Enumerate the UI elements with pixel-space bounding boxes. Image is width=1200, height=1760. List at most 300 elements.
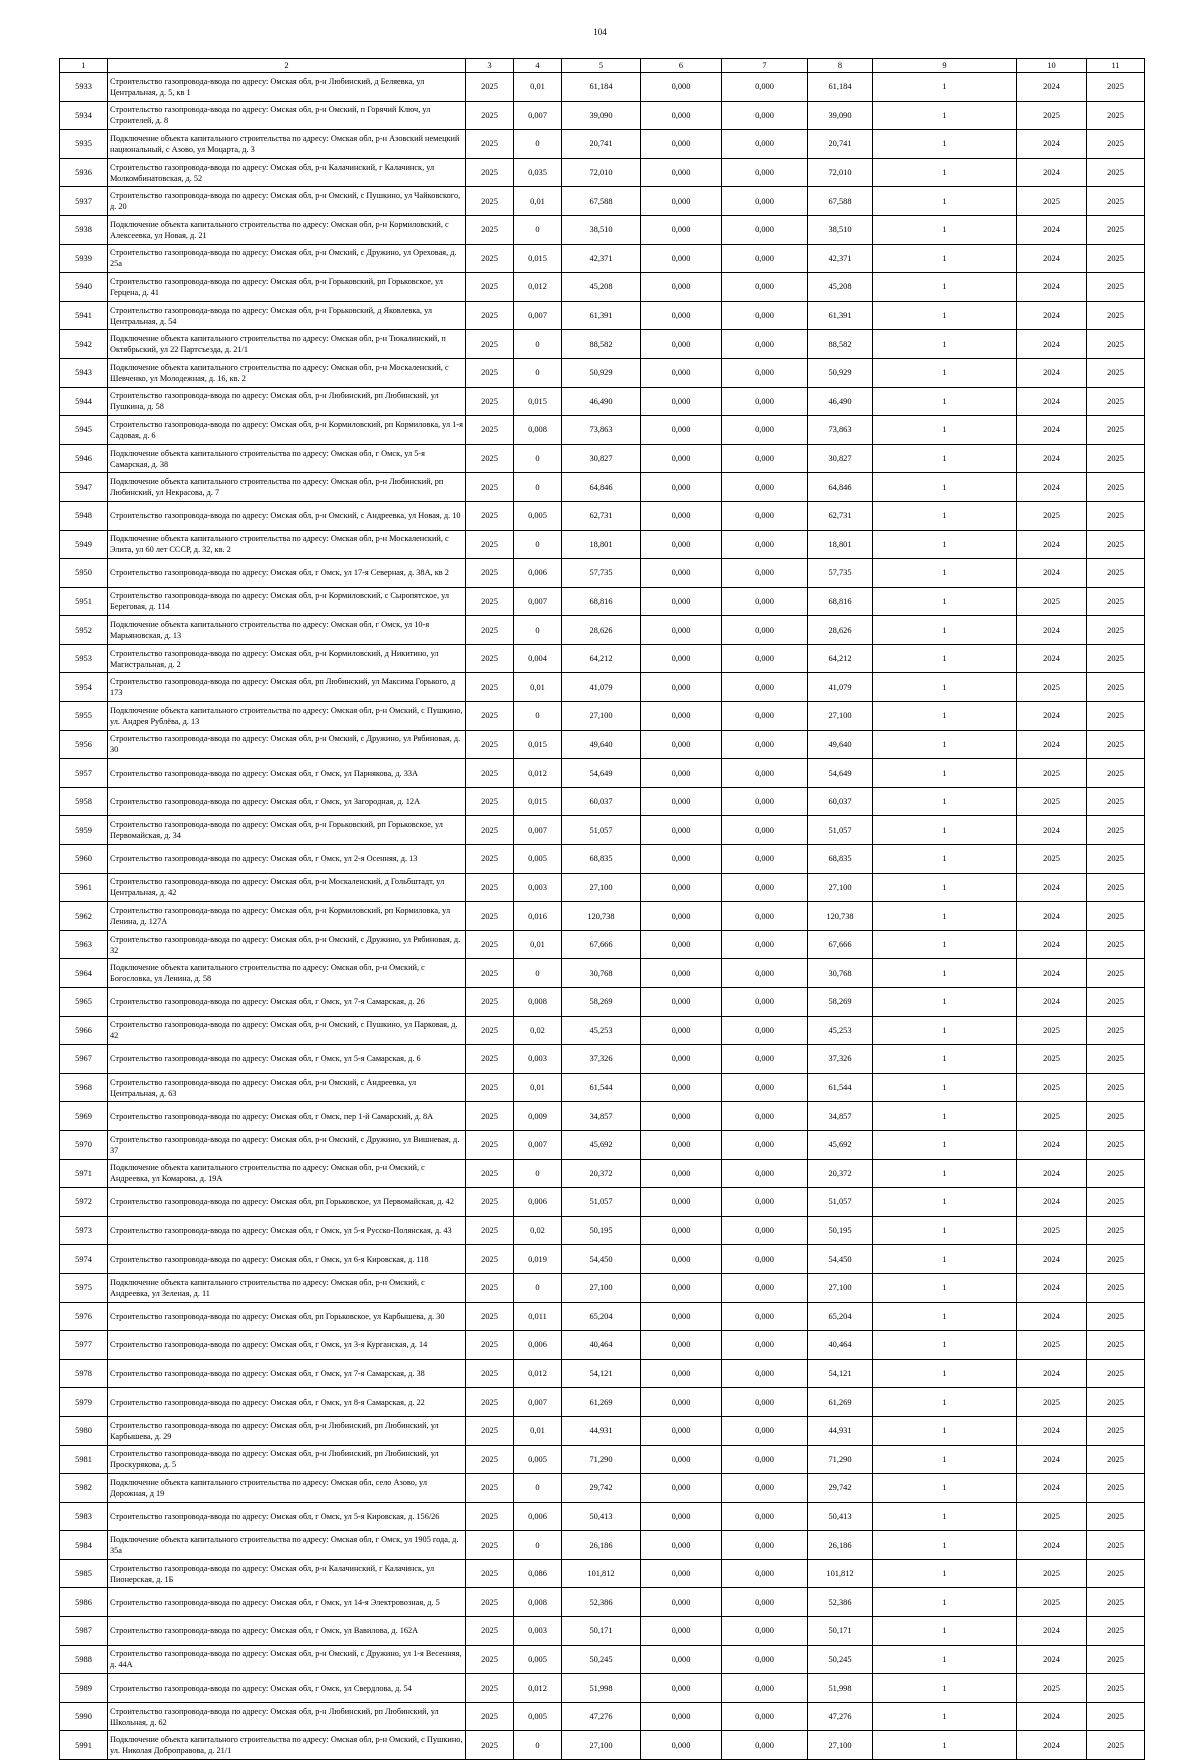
end-year-cell: 2025 <box>1087 1359 1145 1388</box>
row-number-cell: 5939 <box>60 244 108 273</box>
length-cell: 0,005 <box>514 1702 562 1731</box>
end-year-cell: 2025 <box>1087 873 1145 902</box>
year-cell: 2025 <box>466 673 514 702</box>
description-cell: Строительство газопровода-ввода по адресу: Омская обл, р-н Омский, с Дружино, ул Вишневая, д. 37 <box>108 1130 466 1159</box>
start-year-cell: 2025 <box>1017 1016 1087 1045</box>
length-cell: 0 <box>514 215 562 244</box>
end-year-cell: 2025 <box>1087 1188 1145 1217</box>
column-header: 5 <box>562 59 641 73</box>
end-year-cell: 2025 <box>1087 1502 1145 1531</box>
cost-cell: 0,000 <box>641 559 722 588</box>
description-cell: Строительство газопровода-ввода по адресу: Омская обл, р-н Омский, п Горячий Ключ, ул Строителей, д. 8 <box>108 101 466 130</box>
start-year-cell: 2025 <box>1017 187 1087 216</box>
row-number-cell: 5966 <box>60 1016 108 1045</box>
cost-cell: 18,801 <box>562 530 641 559</box>
count-cell: 1 <box>873 158 1017 187</box>
total-cost-cell: 38,510 <box>808 215 873 244</box>
table-row <box>60 1474 1145 1503</box>
start-year-cell: 2025 <box>1017 787 1087 816</box>
total-cost-cell: 58,269 <box>808 988 873 1017</box>
total-cost-cell: 72,010 <box>808 158 873 187</box>
row-number-cell: 5954 <box>60 673 108 702</box>
description-cell: Подключение объекта капитального строительства по адресу: Омская обл, р-н Омский, с Богословка, ул Ленина, д. 58 <box>108 959 466 988</box>
end-year-cell: 2025 <box>1087 1559 1145 1588</box>
year-cell: 2025 <box>466 730 514 759</box>
year-cell: 2025 <box>466 759 514 788</box>
description-cell: Строительство газопровода-ввода по адресу: Омская обл, г Омск, ул 8-я Самарская, д. 22 <box>108 1388 466 1417</box>
table-row <box>60 1216 1145 1245</box>
year-cell: 2025 <box>466 988 514 1017</box>
cost-cell: 0,000 <box>641 1130 722 1159</box>
total-cost-cell: 67,588 <box>808 187 873 216</box>
total-cost-cell: 120,738 <box>808 902 873 931</box>
start-year-cell: 2025 <box>1017 845 1087 874</box>
cost-cell: 27,100 <box>562 702 641 731</box>
year-cell: 2025 <box>466 501 514 530</box>
description-cell: Строительство газопровода-ввода по адресу: Омская обл, р-н Любинский, д Беляевка, ул Центральная, д. 5, кв 1 <box>108 73 466 102</box>
start-year-cell: 2024 <box>1017 930 1087 959</box>
cost-cell: 0,000 <box>722 787 808 816</box>
cost-cell: 0,000 <box>722 273 808 302</box>
row-number-cell: 5974 <box>60 1245 108 1274</box>
row-number-cell: 5950 <box>60 559 108 588</box>
cost-cell: 0,000 <box>722 845 808 874</box>
cost-cell: 0,000 <box>722 1416 808 1445</box>
table-row <box>60 244 1145 273</box>
cost-cell: 0,000 <box>641 1388 722 1417</box>
table-row <box>60 959 1145 988</box>
end-year-cell: 2025 <box>1087 501 1145 530</box>
cost-cell: 0,000 <box>641 1416 722 1445</box>
cost-cell: 0,000 <box>722 644 808 673</box>
year-cell: 2025 <box>466 644 514 673</box>
count-cell: 1 <box>873 1130 1017 1159</box>
cost-cell: 0,000 <box>641 616 722 645</box>
year-cell: 2025 <box>466 387 514 416</box>
cost-cell: 30,827 <box>562 444 641 473</box>
start-year-cell: 2024 <box>1017 330 1087 359</box>
row-number-cell: 5977 <box>60 1331 108 1360</box>
cost-cell: 61,269 <box>562 1388 641 1417</box>
column-header: 2 <box>108 59 466 73</box>
row-number-cell: 5936 <box>60 158 108 187</box>
total-cost-cell: 64,846 <box>808 473 873 502</box>
row-number-cell: 5933 <box>60 73 108 102</box>
total-cost-cell: 64,212 <box>808 644 873 673</box>
total-cost-cell: 50,195 <box>808 1216 873 1245</box>
count-cell: 1 <box>873 873 1017 902</box>
cost-cell: 0,000 <box>641 501 722 530</box>
table-row <box>60 444 1145 473</box>
cost-cell: 50,245 <box>562 1645 641 1674</box>
description-cell: Подключение объекта капитального строительства по адресу: Омская обл, р-н Омский, с Андреевка, ул Комарова, д. 19А <box>108 1159 466 1188</box>
count-cell: 1 <box>873 1045 1017 1074</box>
end-year-cell: 2025 <box>1087 1045 1145 1074</box>
cost-cell: 42,371 <box>562 244 641 273</box>
cost-cell: 58,269 <box>562 988 641 1017</box>
cost-cell: 0,000 <box>641 816 722 845</box>
count-cell: 1 <box>873 1216 1017 1245</box>
length-cell: 0 <box>514 1731 562 1760</box>
cost-cell: 27,100 <box>562 1273 641 1302</box>
description-cell: Подключение объекта капитального строительства по адресу: Омская обл, р-н Москаленский, с Шевченко, ул Молодежная, д. 16, кв. 2 <box>108 358 466 387</box>
cost-cell: 0,000 <box>641 387 722 416</box>
row-number-cell: 5951 <box>60 587 108 616</box>
end-year-cell: 2025 <box>1087 787 1145 816</box>
total-cost-cell: 45,692 <box>808 1130 873 1159</box>
count-cell: 1 <box>873 1159 1017 1188</box>
length-cell: 0,005 <box>514 845 562 874</box>
end-year-cell: 2025 <box>1087 1416 1145 1445</box>
end-year-cell: 2025 <box>1087 1588 1145 1617</box>
length-cell: 0,003 <box>514 1617 562 1646</box>
start-year-cell: 2024 <box>1017 559 1087 588</box>
length-cell: 0 <box>514 530 562 559</box>
row-number-cell: 5942 <box>60 330 108 359</box>
row-number-cell: 5957 <box>60 759 108 788</box>
count-cell: 1 <box>873 1245 1017 1274</box>
cost-cell: 50,413 <box>562 1502 641 1531</box>
table-row <box>60 902 1145 931</box>
description-cell: Строительство газопровода-ввода по адресу: Омская обл, г Омск, ул 5-я Кировская, д. 156/26 <box>108 1502 466 1531</box>
total-cost-cell: 71,290 <box>808 1445 873 1474</box>
total-cost-cell: 61,391 <box>808 301 873 330</box>
cost-cell: 27,100 <box>562 1731 641 1760</box>
cost-cell: 0,000 <box>722 473 808 502</box>
count-cell: 1 <box>873 444 1017 473</box>
total-cost-cell: 20,372 <box>808 1159 873 1188</box>
row-number-cell: 5982 <box>60 1474 108 1503</box>
count-cell: 1 <box>873 301 1017 330</box>
table-row <box>60 1674 1145 1703</box>
row-number-cell: 5963 <box>60 930 108 959</box>
description-cell: Строительство газопровода-ввода по адресу: Омская обл, г Омск, ул 6-я Кировская, д. 118 <box>108 1245 466 1274</box>
cost-cell: 0,000 <box>722 244 808 273</box>
start-year-cell: 2024 <box>1017 130 1087 159</box>
end-year-cell: 2025 <box>1087 930 1145 959</box>
description-cell: Строительство газопровода-ввода по адресу: Омская обл, г Омск, пер 1-й Самарский, д. 8А <box>108 1102 466 1131</box>
cost-cell: 0,000 <box>722 501 808 530</box>
total-cost-cell: 68,835 <box>808 845 873 874</box>
description-cell: Строительство газопровода-ввода по адресу: Омская обл, р-н Кормиловский, с Сыропятское, ул Береговая, д. 114 <box>108 587 466 616</box>
start-year-cell: 2025 <box>1017 1559 1087 1588</box>
row-number-cell: 5973 <box>60 1216 108 1245</box>
cost-cell: 0,000 <box>722 358 808 387</box>
page-number: 104 <box>593 27 607 37</box>
description-cell: Строительство газопровода-ввода по адресу: Омская обл, рп Горьковское, ул Карбышева, д. 30 <box>108 1302 466 1331</box>
total-cost-cell: 50,413 <box>808 1502 873 1531</box>
total-cost-cell: 27,100 <box>808 1731 873 1760</box>
year-cell: 2025 <box>466 1302 514 1331</box>
cost-cell: 50,171 <box>562 1617 641 1646</box>
column-header: 7 <box>722 59 808 73</box>
row-number-cell: 5949 <box>60 530 108 559</box>
year-cell: 2025 <box>466 559 514 588</box>
row-number-cell: 5952 <box>60 616 108 645</box>
description-cell: Подключение объекта капитального строительства по адресу: Омская обл, г Омск, ул 5-я Самарская, д. 38 <box>108 444 466 473</box>
end-year-cell: 2025 <box>1087 616 1145 645</box>
length-cell: 0,019 <box>514 1245 562 1274</box>
cost-cell: 0,000 <box>641 873 722 902</box>
length-cell: 0 <box>514 1474 562 1503</box>
cost-cell: 0,000 <box>722 1645 808 1674</box>
total-cost-cell: 46,490 <box>808 387 873 416</box>
total-cost-cell: 67,666 <box>808 930 873 959</box>
description-cell: Строительство газопровода-ввода по адресу: Омская обл, г Омск, ул Вавилова, д. 162А <box>108 1617 466 1646</box>
cost-cell: 65,204 <box>562 1302 641 1331</box>
year-cell: 2025 <box>466 1617 514 1646</box>
description-cell: Подключение объекта капитального строительства по адресу: Омская обл, г Омск, ул 10-я Марьяновская, д. 13 <box>108 616 466 645</box>
cost-cell: 0,000 <box>641 473 722 502</box>
row-number-cell: 5960 <box>60 845 108 874</box>
cost-cell: 46,490 <box>562 387 641 416</box>
end-year-cell: 2025 <box>1087 330 1145 359</box>
start-year-cell: 2024 <box>1017 1273 1087 1302</box>
length-cell: 0,01 <box>514 930 562 959</box>
start-year-cell: 2025 <box>1017 1388 1087 1417</box>
row-number-cell: 5947 <box>60 473 108 502</box>
cost-cell: 44,931 <box>562 1416 641 1445</box>
cost-cell: 0,000 <box>641 730 722 759</box>
count-cell: 1 <box>873 244 1017 273</box>
total-cost-cell: 51,057 <box>808 816 873 845</box>
year-cell: 2025 <box>466 158 514 187</box>
start-year-cell: 2024 <box>1017 73 1087 102</box>
total-cost-cell: 41,079 <box>808 673 873 702</box>
table-row <box>60 501 1145 530</box>
cost-cell: 0,000 <box>722 1531 808 1560</box>
cost-cell: 68,816 <box>562 587 641 616</box>
cost-cell: 0,000 <box>722 759 808 788</box>
cost-cell: 0,000 <box>722 1731 808 1760</box>
cost-cell: 0,000 <box>641 1159 722 1188</box>
cost-cell: 0,000 <box>722 1216 808 1245</box>
row-number-cell: 5953 <box>60 644 108 673</box>
total-cost-cell: 54,649 <box>808 759 873 788</box>
start-year-cell: 2025 <box>1017 501 1087 530</box>
length-cell: 0,006 <box>514 1331 562 1360</box>
total-cost-cell: 45,208 <box>808 273 873 302</box>
column-header: 6 <box>641 59 722 73</box>
cost-cell: 0,000 <box>641 1273 722 1302</box>
total-cost-cell: 50,245 <box>808 1645 873 1674</box>
table-row <box>60 1531 1145 1560</box>
start-year-cell: 2024 <box>1017 244 1087 273</box>
start-year-cell: 2025 <box>1017 1331 1087 1360</box>
row-number-cell: 5944 <box>60 387 108 416</box>
count-cell: 1 <box>873 1674 1017 1703</box>
total-cost-cell: 60,037 <box>808 787 873 816</box>
description-cell: Строительство газопровода-ввода по адресу: Омская обл, р-н Горьковский, рп Горьковское, ул Первомайская, д. 34 <box>108 816 466 845</box>
table-row <box>60 1359 1145 1388</box>
end-year-cell: 2025 <box>1087 444 1145 473</box>
cost-cell: 0,000 <box>722 1388 808 1417</box>
count-cell: 1 <box>873 1531 1017 1560</box>
description-cell: Строительство газопровода-ввода по адресу: Омская обл, г Омск, ул 5-я Самарская, д. 6 <box>108 1045 466 1074</box>
start-year-cell: 2024 <box>1017 1731 1087 1760</box>
year-cell: 2025 <box>466 787 514 816</box>
description-cell: Строительство газопровода-ввода по адресу: Омская обл, р-н Кормиловский, рп Кормиловка, ул Ленина, д. 127А <box>108 902 466 931</box>
length-cell: 0,015 <box>514 387 562 416</box>
length-cell: 0,005 <box>514 501 562 530</box>
row-number-cell: 5986 <box>60 1588 108 1617</box>
cost-cell: 50,195 <box>562 1216 641 1245</box>
cost-cell: 0,000 <box>722 1188 808 1217</box>
count-cell: 1 <box>873 1273 1017 1302</box>
start-year-cell: 2024 <box>1017 988 1087 1017</box>
description-cell: Строительство газопровода-ввода по адресу: Омская обл, р-н Любинский, рп Любинский, ул Карбышева, д. 29 <box>108 1416 466 1445</box>
year-cell: 2025 <box>466 1188 514 1217</box>
count-cell: 1 <box>873 273 1017 302</box>
length-cell: 0,02 <box>514 1216 562 1245</box>
length-cell: 0,005 <box>514 1645 562 1674</box>
description-cell: Подключение объекта капитального строительства по адресу: Омская обл, р-н Азовский немецкий национальный, с Азово, ул Моцарта, д. 3 <box>108 130 466 159</box>
end-year-cell: 2025 <box>1087 1674 1145 1703</box>
length-cell: 0,012 <box>514 273 562 302</box>
cost-cell: 0,000 <box>722 444 808 473</box>
total-cost-cell: 26,186 <box>808 1531 873 1560</box>
count-cell: 1 <box>873 673 1017 702</box>
cost-cell: 0,000 <box>722 158 808 187</box>
end-year-cell: 2025 <box>1087 158 1145 187</box>
year-cell: 2025 <box>466 358 514 387</box>
count-cell: 1 <box>873 1331 1017 1360</box>
total-cost-cell: 57,735 <box>808 559 873 588</box>
row-number-cell: 5946 <box>60 444 108 473</box>
cost-cell: 0,000 <box>722 959 808 988</box>
length-cell: 0,007 <box>514 1388 562 1417</box>
cost-cell: 0,000 <box>722 387 808 416</box>
end-year-cell: 2025 <box>1087 1617 1145 1646</box>
description-cell: Строительство газопровода-ввода по адресу: Омская обл, г Омск, ул Парнякова, д. 33А <box>108 759 466 788</box>
table-row <box>60 1016 1145 1045</box>
cost-cell: 0,000 <box>722 1474 808 1503</box>
end-year-cell: 2025 <box>1087 702 1145 731</box>
row-number-cell: 5984 <box>60 1531 108 1560</box>
cost-cell: 0,000 <box>641 130 722 159</box>
row-number-cell: 5964 <box>60 959 108 988</box>
total-cost-cell: 18,801 <box>808 530 873 559</box>
row-number-cell: 5943 <box>60 358 108 387</box>
row-number-cell: 5983 <box>60 1502 108 1531</box>
count-cell: 1 <box>873 501 1017 530</box>
table-row <box>60 215 1145 244</box>
row-number-cell: 5972 <box>60 1188 108 1217</box>
table-row <box>60 759 1145 788</box>
column-header: 8 <box>808 59 873 73</box>
cost-cell: 0,000 <box>722 1102 808 1131</box>
row-number-cell: 5971 <box>60 1159 108 1188</box>
year-cell: 2025 <box>466 1502 514 1531</box>
start-year-cell: 2024 <box>1017 1188 1087 1217</box>
total-cost-cell: 44,931 <box>808 1416 873 1445</box>
row-number-cell: 5981 <box>60 1445 108 1474</box>
end-year-cell: 2025 <box>1087 473 1145 502</box>
length-cell: 0,007 <box>514 101 562 130</box>
count-cell: 1 <box>873 616 1017 645</box>
start-year-cell: 2024 <box>1017 644 1087 673</box>
start-year-cell: 2025 <box>1017 1588 1087 1617</box>
description-cell: Подключение объекта капитального строительства по адресу: Омская обл, р-н Тюкалинский, п Октябрьский, ул 22 Партсъезда, д. 21/1 <box>108 330 466 359</box>
description-cell: Подключение объекта капитального строительства по адресу: Омская обл, г Омск, ул 1905 года, д. 35а <box>108 1531 466 1560</box>
cost-cell: 0,000 <box>722 215 808 244</box>
table-row <box>60 158 1145 187</box>
cost-cell: 0,000 <box>722 101 808 130</box>
count-cell: 1 <box>873 587 1017 616</box>
cost-cell: 26,186 <box>562 1531 641 1560</box>
count-cell: 1 <box>873 187 1017 216</box>
count-cell: 1 <box>873 73 1017 102</box>
end-year-cell: 2025 <box>1087 673 1145 702</box>
end-year-cell: 2025 <box>1087 1702 1145 1731</box>
length-cell: 0,01 <box>514 1073 562 1102</box>
end-year-cell: 2025 <box>1087 358 1145 387</box>
table-row <box>60 673 1145 702</box>
length-cell: 0,012 <box>514 1674 562 1703</box>
end-year-cell: 2025 <box>1087 902 1145 931</box>
table-row <box>60 473 1145 502</box>
year-cell: 2025 <box>466 959 514 988</box>
end-year-cell: 2025 <box>1087 1159 1145 1188</box>
table-row <box>60 988 1145 1017</box>
start-year-cell: 2024 <box>1017 1416 1087 1445</box>
description-cell: Строительство газопровода-ввода по адресу: Омская обл, р-н Любинский, рп Любинский, ул Пушкина, д. 58 <box>108 387 466 416</box>
count-cell: 1 <box>873 787 1017 816</box>
cost-cell: 45,253 <box>562 1016 641 1045</box>
description-cell: Строительство газопровода-ввода по адресу: Омская обл, р-н Любинский, рп Любинский, ул Школьная, д. 62 <box>108 1702 466 1731</box>
year-cell: 2025 <box>466 816 514 845</box>
total-cost-cell: 40,464 <box>808 1331 873 1360</box>
year-cell: 2025 <box>466 130 514 159</box>
year-cell: 2025 <box>466 1531 514 1560</box>
table-row <box>60 616 1145 645</box>
year-cell: 2025 <box>466 1702 514 1731</box>
description-cell: Строительство газопровода-ввода по адресу: Омская обл, г Омск, ул 14-я Электровозная, д. 5 <box>108 1588 466 1617</box>
cost-cell: 27,100 <box>562 873 641 902</box>
start-year-cell: 2025 <box>1017 1674 1087 1703</box>
cost-cell: 0,000 <box>641 1617 722 1646</box>
total-cost-cell: 29,742 <box>808 1474 873 1503</box>
count-cell: 1 <box>873 959 1017 988</box>
year-cell: 2025 <box>466 587 514 616</box>
cost-cell: 0,000 <box>641 101 722 130</box>
length-cell: 0,007 <box>514 816 562 845</box>
end-year-cell: 2025 <box>1087 730 1145 759</box>
cost-cell: 0,000 <box>641 1559 722 1588</box>
length-cell: 0,011 <box>514 1302 562 1331</box>
total-cost-cell: 52,386 <box>808 1588 873 1617</box>
length-cell: 0,035 <box>514 158 562 187</box>
cost-cell: 0,000 <box>641 1702 722 1731</box>
cost-cell: 0,000 <box>722 873 808 902</box>
total-cost-cell: 62,731 <box>808 501 873 530</box>
table-row <box>60 845 1145 874</box>
table-row <box>60 1559 1145 1588</box>
cost-cell: 0,000 <box>641 673 722 702</box>
total-cost-cell: 30,827 <box>808 444 873 473</box>
cost-cell: 64,846 <box>562 473 641 502</box>
cost-cell: 0,000 <box>722 187 808 216</box>
table-row <box>60 73 1145 102</box>
cost-cell: 0,000 <box>641 930 722 959</box>
length-cell: 0 <box>514 1531 562 1560</box>
year-cell: 2025 <box>466 473 514 502</box>
start-year-cell: 2024 <box>1017 358 1087 387</box>
description-cell: Строительство газопровода-ввода по адресу: Омская обл, г Омск, ул Свердлова, д. 54 <box>108 1674 466 1703</box>
table-row <box>60 1245 1145 1274</box>
count-cell: 1 <box>873 1102 1017 1131</box>
table-row <box>60 187 1145 216</box>
